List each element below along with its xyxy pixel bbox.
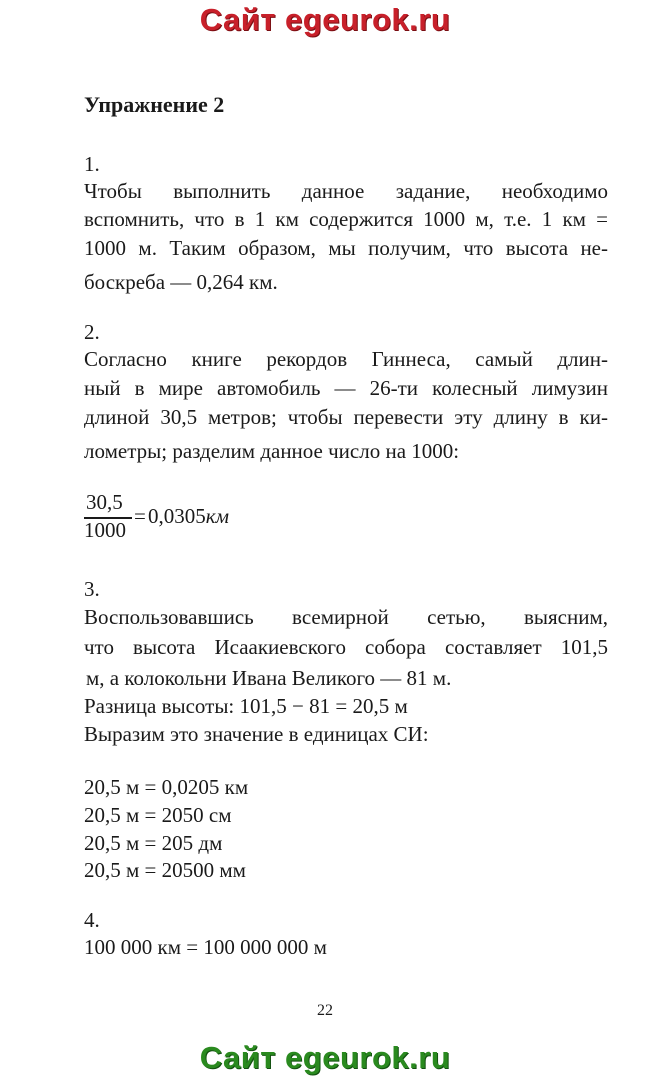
conversion-1: 20,5 м = 0,0205 км <box>84 775 249 799</box>
watermark-bottom: Сайт egeurok.ru <box>199 1040 451 1075</box>
section-3-line-4: Разница высоты: 101,5 − 81 = 20,5 м <box>84 694 408 718</box>
page-number: 22 <box>317 1002 333 1019</box>
section-3-line-3: м, а колокольни Ивана Великого — 81 м. <box>86 666 452 690</box>
fraction-result-value: 0,0305 <box>148 504 206 528</box>
section-1-line-1: Чтобы выполнить данное задание, необходимо <box>84 179 608 203</box>
fraction-result <box>148 504 229 529</box>
section-3-line-2: что высота Исаакиевского собора составляет 101,5 <box>84 635 608 659</box>
watermark-top: Сайт egeurok.ru <box>199 2 451 37</box>
section-1-line-3: 1000 м. Таким образом, мы получим, что высота не- <box>84 236 608 260</box>
section-2-line-2: ный в мире автомобиль — 26-ти колесный лимузин <box>84 376 608 400</box>
section-2-number: 2. <box>84 320 100 344</box>
fraction-numerator: 30,5 <box>86 490 123 514</box>
fraction-equals: = <box>134 504 146 528</box>
conversion-3: 20,5 м = 205 дм <box>84 831 223 855</box>
section-3-line-1: Воспользовавшись всемирной сетью, выясним, <box>84 605 608 629</box>
section-2-line-1: Согласно книге рекордов Гиннеса, самый длин- <box>84 347 608 371</box>
section-1-number: 1. <box>84 152 100 176</box>
fraction-result-unit: км <box>205 504 229 528</box>
section-2-line-3: длиной 30,5 метров; чтобы перевести эту длину в ки- <box>84 405 608 429</box>
section-2-line-4: лометры; разделим данное число на 1000: <box>84 439 460 463</box>
exercise-title: Упражнение 2 <box>84 92 225 117</box>
conversion-4: 20,5 м = 20500 мм <box>84 858 246 882</box>
section-1-line-2: вспомнить, что в 1 км содержится 1000 м, т.е. 1 км = <box>84 207 608 231</box>
fraction-denominator: 1000 <box>84 518 126 542</box>
fraction-formula <box>84 490 284 550</box>
section-3-number: 3. <box>84 577 100 601</box>
conversion-2: 20,5 м = 2050 см <box>84 803 232 827</box>
section-3-line-5: Выразим это значение в единицах СИ: <box>84 722 429 746</box>
section-4-line-1: 100 000 км = 100 000 000 м <box>84 935 327 959</box>
section-1-line-4: боскреба — 0,264 км. <box>84 270 278 294</box>
section-4-number: 4. <box>84 908 100 932</box>
